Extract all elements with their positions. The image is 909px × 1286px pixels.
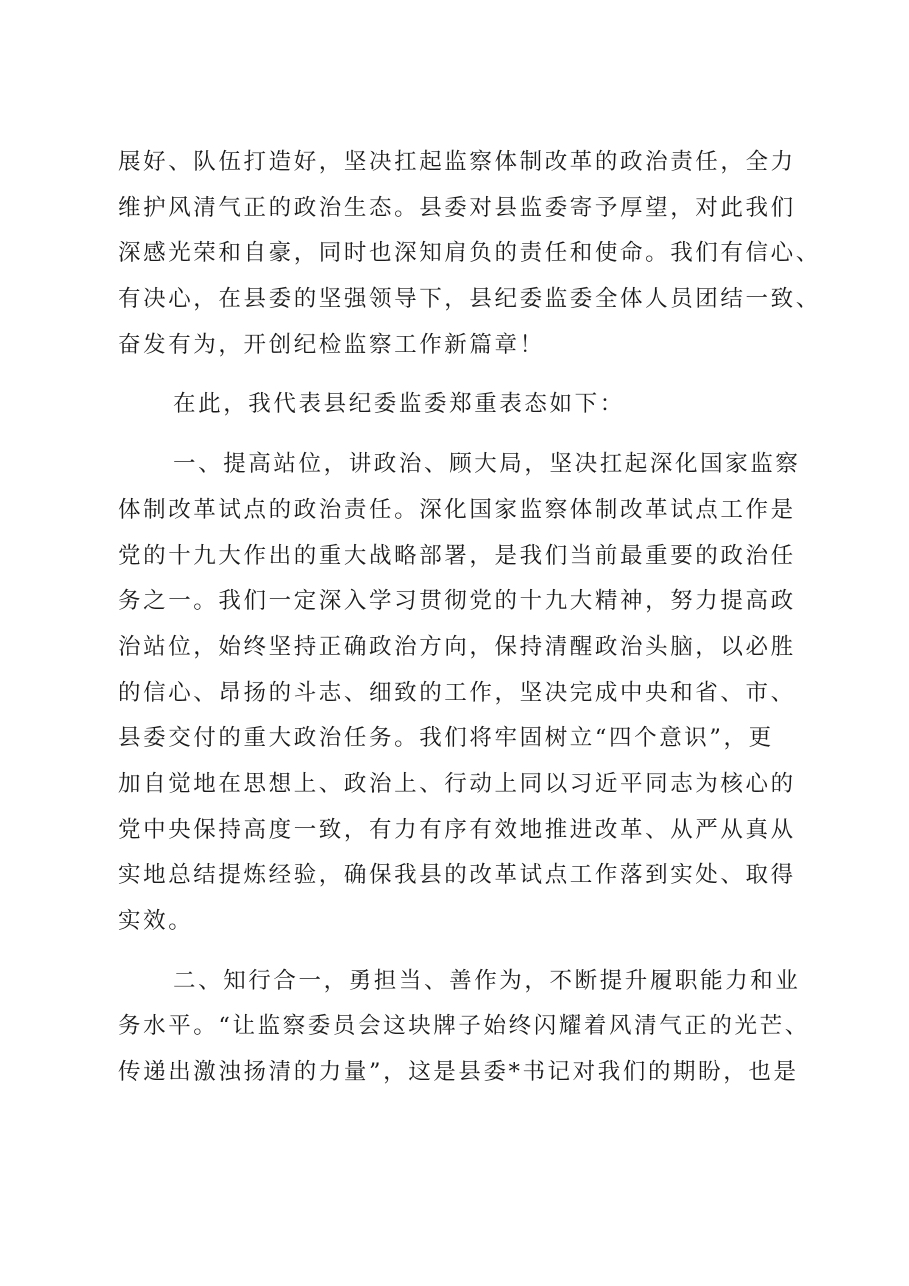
text-line: 深感光荣和自豪，同时也深知肩负的责任和使命。我们有信心、 xyxy=(118,240,821,267)
text-line: 体制改革试点的政治责任。深化国家监察体制改革试点工作是 xyxy=(118,496,796,523)
text-line: 务水平。“让监察委员会这块牌子始终闪耀着风清气正的光芒、 xyxy=(118,1013,810,1040)
text-line: 实地总结提炼经验，确保我县的改革试点工作落到实处、取得 xyxy=(118,862,796,889)
text-line: 奋发有为，开创纪检监察工作新篇章！ xyxy=(118,331,545,358)
text-line: 党的十九大作出的重大战略部署，是我们当前最重要的政治任 xyxy=(118,542,796,569)
document-body xyxy=(118,140,821,1096)
paragraph-gap xyxy=(118,428,798,442)
text-line: 有决心，在县委的坚强领导下，县纪委监委全体人员团结一致、 xyxy=(118,286,821,313)
text-line: 在此，我代表县纪委监委郑重表态如下： xyxy=(173,391,625,418)
text-line: 实效。 xyxy=(118,908,194,934)
text-line: 党中央保持高度一致，有力有序有效地推进改革、从严从真从 xyxy=(118,816,796,843)
text-line: 展好、队伍打造好，坚决扛起监察体制改革的政治责任，全力 xyxy=(118,149,796,175)
text-line: 务之一。我们一定深入学习贯彻党的十九大精神，努力提高政 xyxy=(118,588,796,615)
text-line: 二、知行合一，勇担当、善作为，不断提升履职能力和业 xyxy=(173,967,801,994)
paragraph-point-one xyxy=(118,442,801,945)
text-line: 传递出激浊扬清的力量”，这是县委*书记对我们的期盼，也是 xyxy=(118,1059,799,1086)
text-line: 加自觉地在思想上、政治上、行动上同以习近平同志为核心的 xyxy=(118,770,796,797)
text-line: 治站位，始终坚持正确政治方向，保持清醒政治头脑，以必胜 xyxy=(118,633,796,660)
paragraph-point-two xyxy=(118,959,810,1096)
text-line: 县委交付的重大政治任务。我们将牢固树立“四个意识”，更 xyxy=(118,725,774,752)
paragraph-continuation xyxy=(118,140,821,368)
text-line: 维护风清气正的政治生态。县委对县监委寄予厚望，对此我们 xyxy=(118,194,796,221)
text-line: 一、提高站位，讲政治、顾大局，坚决扛起深化国家监察 xyxy=(173,451,801,478)
paragraph-gap xyxy=(118,368,798,382)
paragraph-statement-intro xyxy=(118,382,798,428)
paragraph-gap xyxy=(118,945,798,959)
text-line: 的信心、昂扬的斗志、细致的工作，坚决完成中央和省、市、 xyxy=(118,679,796,706)
